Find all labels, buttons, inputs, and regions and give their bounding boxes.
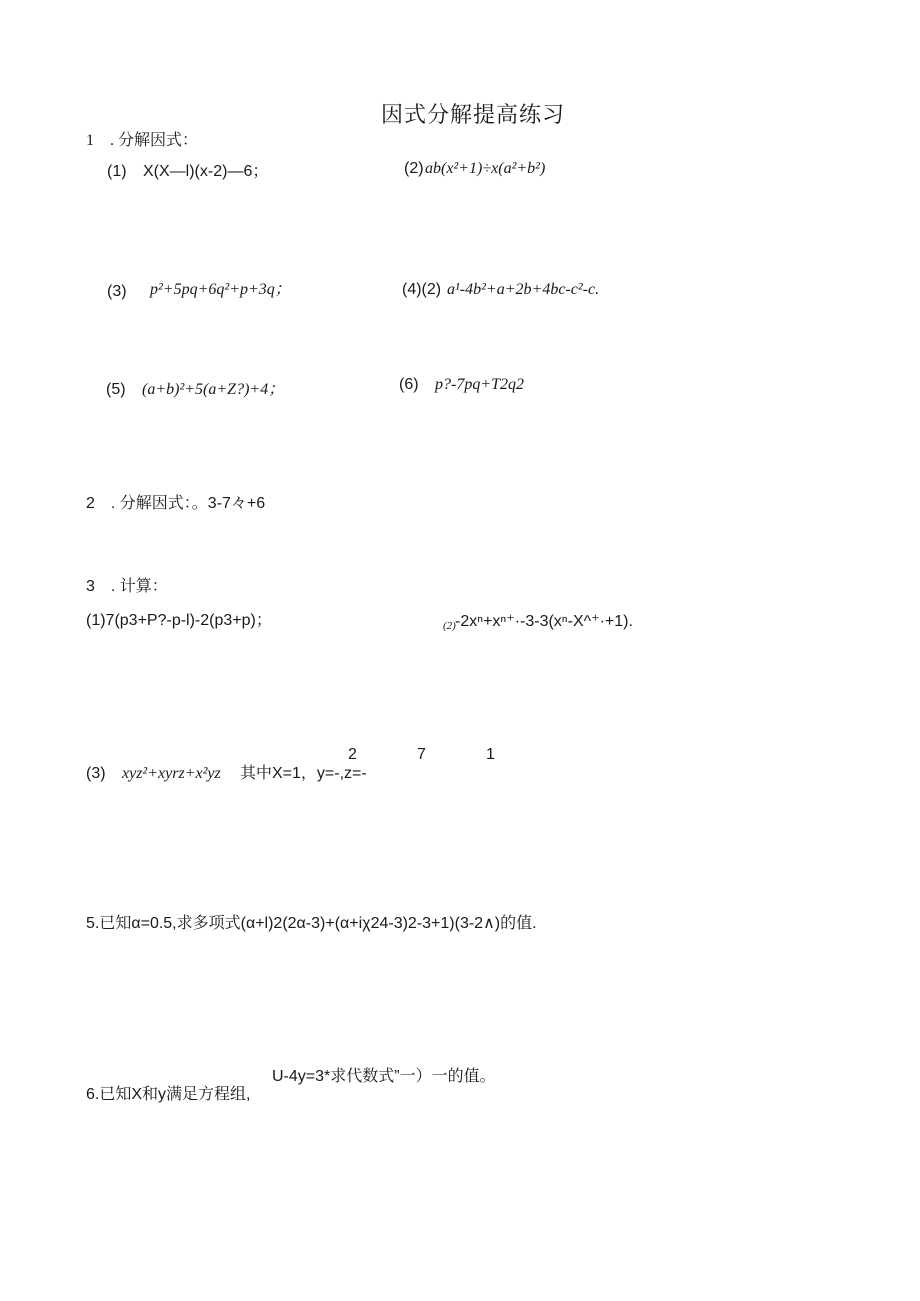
q3-part3-denominator-3: 1: [486, 746, 495, 763]
q1-part6-number: (6): [399, 376, 419, 393]
q1-part4-number: (4)(2): [402, 281, 442, 298]
q3-part2-number: (2): [443, 620, 456, 632]
question-6: 6.已知X和y满足方程组,: [86, 1086, 251, 1103]
q1-part4-expression: a¹-4b²+a+2b+4bc-c²-c.: [447, 281, 600, 298]
q3-part3-denominator-1: 2: [348, 746, 357, 763]
q1-part5-expression: (a+b)²+5(a+Z?)+4；: [142, 381, 285, 398]
q6-equation-system: U-4y=3*求代数式”一）一的值。: [272, 1068, 496, 1085]
q1-part1-number: (1): [107, 163, 127, 180]
q1-part3-expression: p²+5pq+6q²+p+3q；: [150, 281, 291, 298]
q3-part3-condition: 其中X=1，y=-,z=-: [240, 765, 367, 782]
q1-part6-expression: p?-7pq+T2q2: [435, 376, 525, 393]
q1-part5-number: (5): [106, 381, 126, 398]
page-title: 因式分解提高练习: [381, 102, 566, 127]
q1-part2-number: (2): [404, 160, 424, 177]
question-5: 5.已知α=0.5,求多项式(α+l)2(2α-3)+(α+iχ24-3)2-3+1)(3-2∧)的值.: [86, 915, 537, 932]
q3-part3-denominator-2: 7: [417, 746, 426, 763]
q1-part2-expression: ab(x²+1)÷x(a²+b²): [425, 160, 546, 177]
question-2: 2 . 分解因式：。3-7々+6: [86, 495, 266, 512]
question-3-header: 3 . 计算：: [86, 578, 168, 595]
q1-part3-number: (3): [107, 283, 127, 300]
q3-part2-expression: -2xⁿ+xⁿ⁺·-3-3(xⁿ-X^⁺·+1).: [455, 613, 633, 630]
q1-part1-expression: X(X—l)(x-2)—6；: [143, 163, 269, 180]
q3-part3-number: (3): [86, 765, 106, 782]
question-1-header: 1 . 分解因式：: [86, 132, 199, 149]
q3-part1: (1)7(p3+P?-p-l)-2(p3+p)；: [86, 612, 272, 629]
q3-part3-expression: xyz²+xyrz+x²yz: [122, 765, 221, 782]
